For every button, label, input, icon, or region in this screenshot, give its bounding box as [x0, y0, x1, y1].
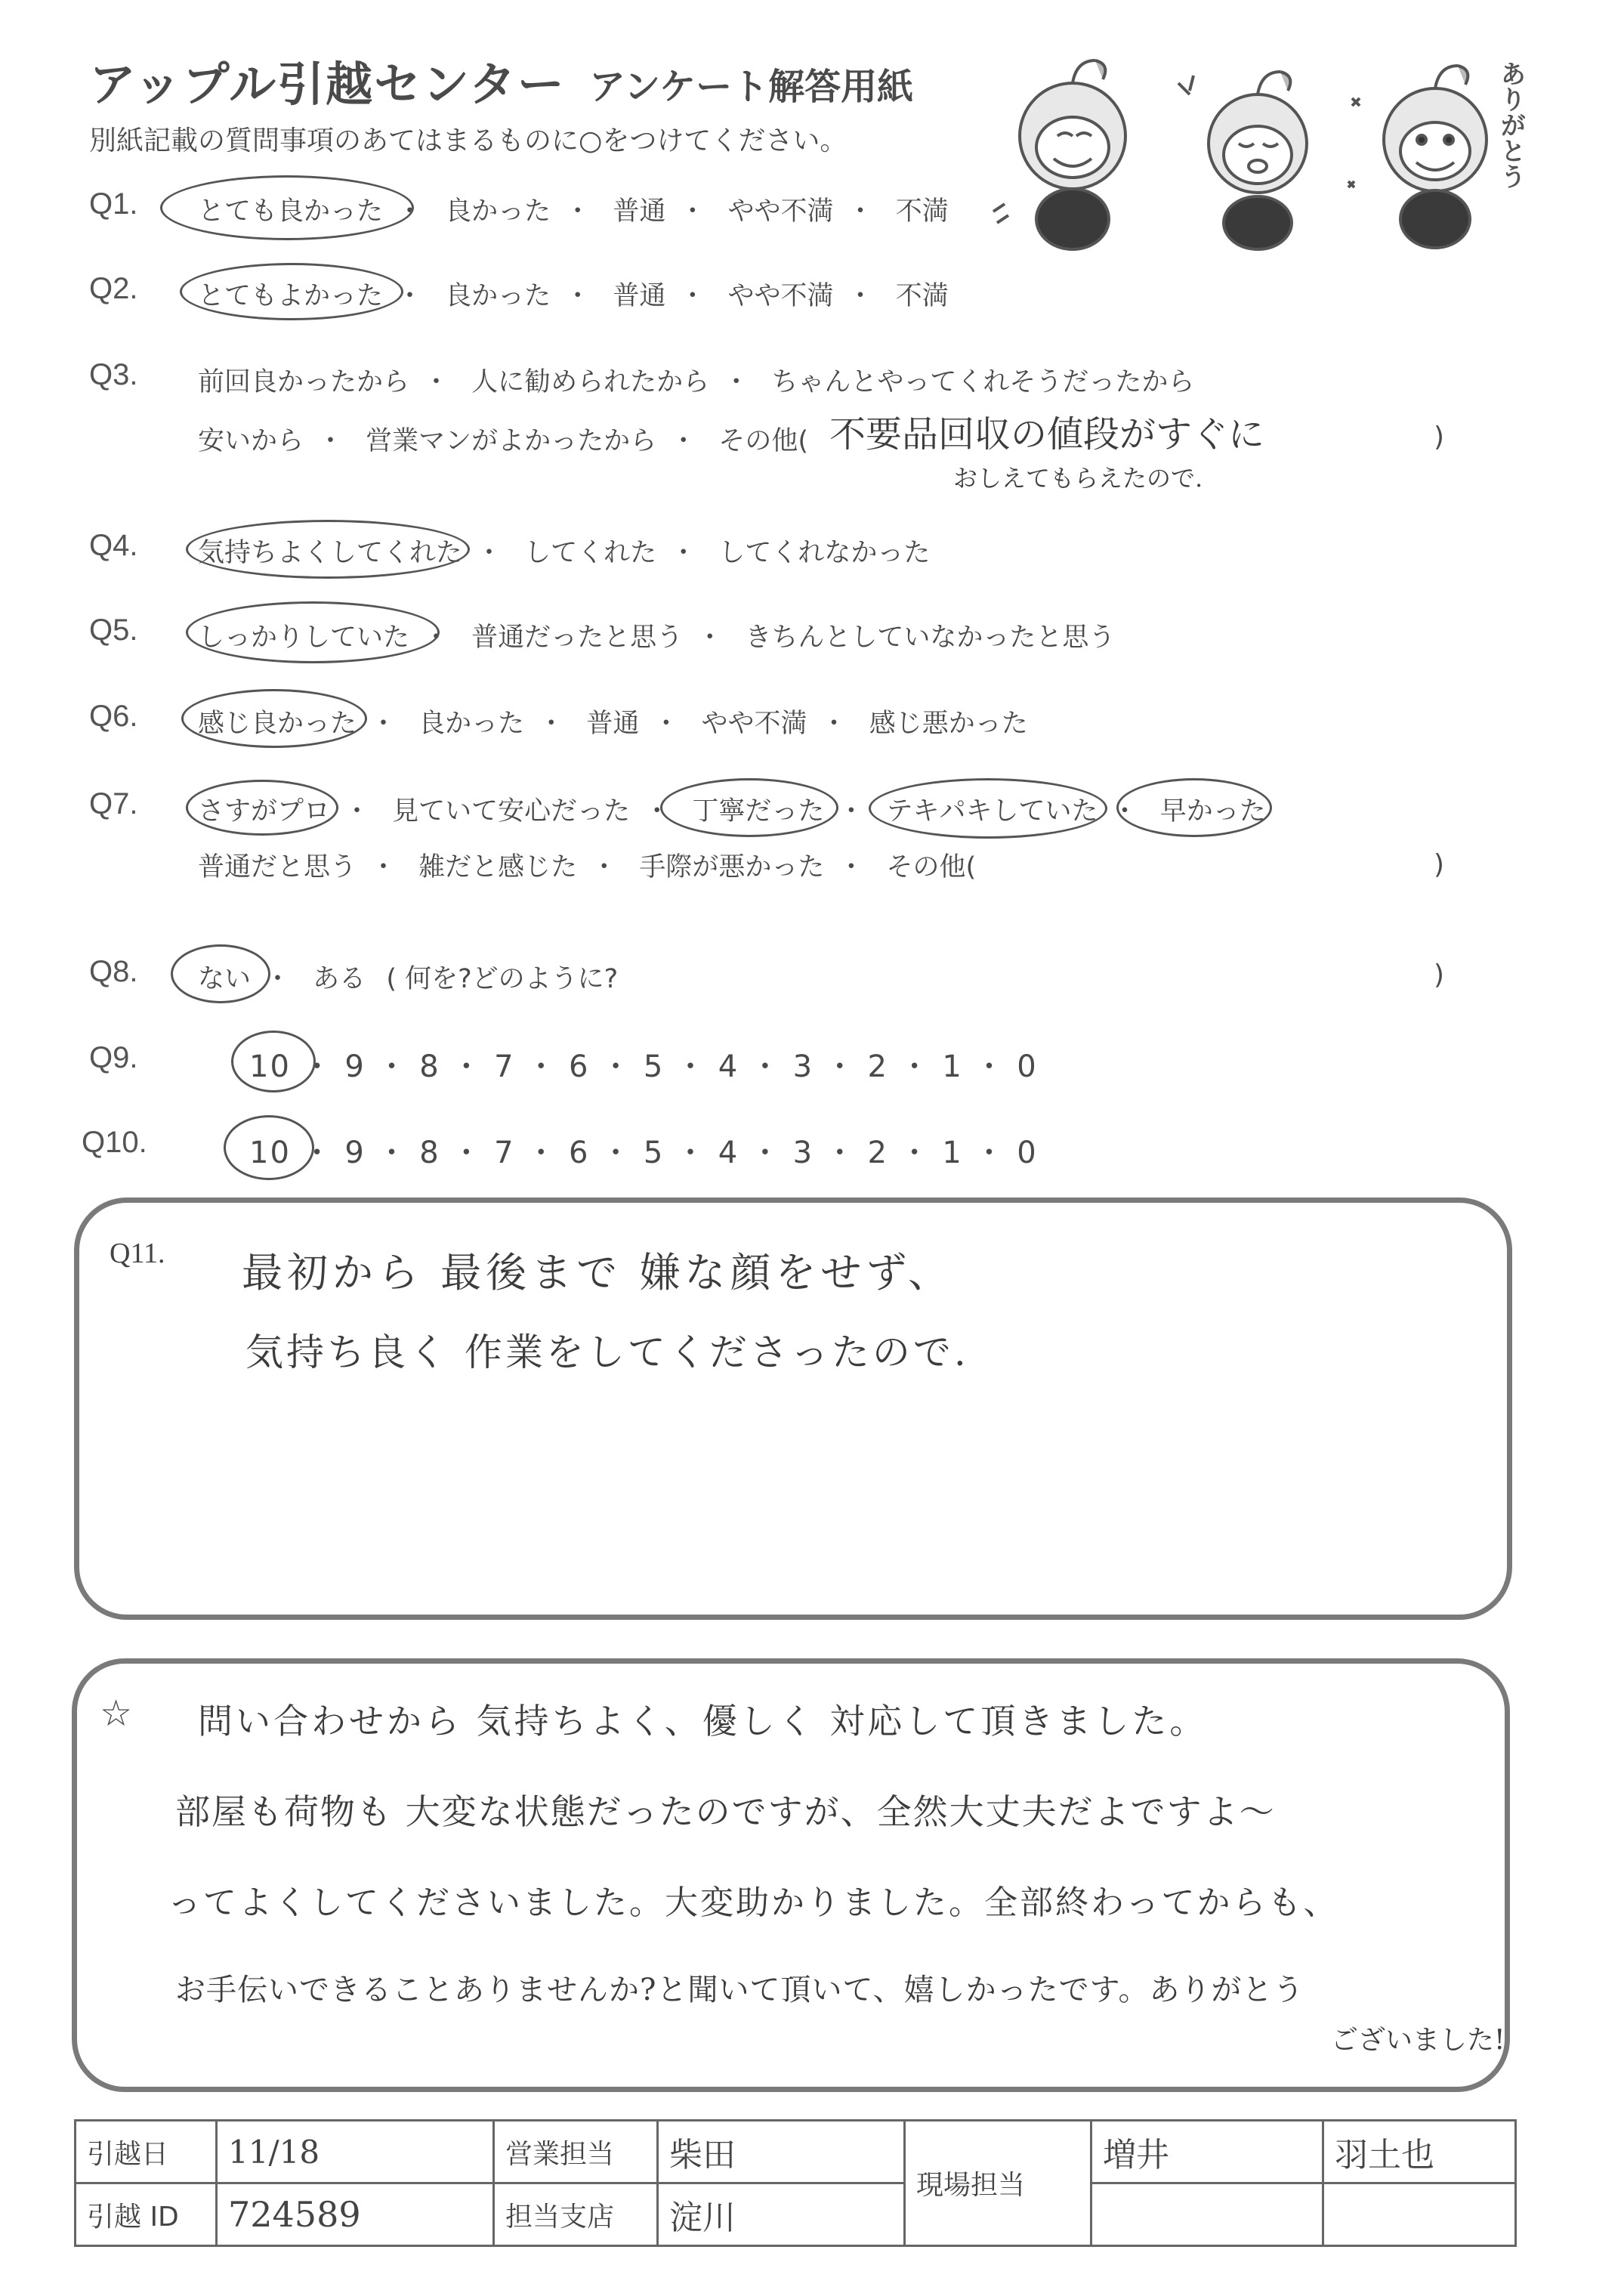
q3-close-paren: ) [1434, 422, 1445, 453]
q5-label: Q5. [89, 613, 138, 647]
q5-options: しっかりしていた ・ 普通だったと思う ・ きちんとしていなかったと思う [198, 623, 1116, 653]
q3-option-other[interactable]: その他( [718, 426, 808, 456]
mascot-thanks-text: ありがとう [1496, 60, 1526, 189]
mascot-illustration [990, 53, 1533, 257]
q7-option[interactable]: 普通だと思う [198, 852, 357, 882]
company-title: アップル引越センター [89, 57, 566, 112]
q7-option[interactable]: 早かった [1159, 796, 1266, 827]
q8-option-yes[interactable]: ある [313, 964, 366, 994]
q4-option[interactable]: してくれた [524, 538, 657, 568]
q2-option[interactable]: 不満 [895, 281, 949, 311]
q7-answer-circle [869, 778, 1107, 839]
footer-table [74, 2119, 1517, 2247]
q2-option[interactable]: 良かった [445, 281, 551, 311]
q2-option[interactable]: 普通 [613, 281, 666, 311]
q10-label: Q10. [82, 1126, 147, 1159]
q10-answer-circle [224, 1115, 314, 1180]
q6-answer-circle [181, 689, 367, 748]
q11-label: Q11. [110, 1238, 165, 1269]
site-value-2: 羽土也 [1323, 2121, 1516, 2183]
move-date-value: 11/18 [217, 2121, 494, 2183]
q10-scale [249, 1129, 1038, 1172]
q4-option[interactable]: 気持ちよくしてくれた [198, 538, 463, 568]
q3-other-handwriting-2: おしえてもらえたので. [953, 464, 1203, 493]
q1-option[interactable]: やや不満 [727, 196, 834, 227]
q7-options-line2: 普通だと思う ・ 雑だと感じた ・ 手際が悪かった ・ その他( [198, 852, 977, 882]
q9-selected-value[interactable]: 10 [249, 1049, 291, 1084]
q3-option[interactable]: ちゃんとやってくれそうだったから [771, 367, 1195, 397]
q9-scale [249, 1043, 1038, 1086]
sales-label: 営業担当 [494, 2121, 658, 2183]
q6-option[interactable]: 感じ良かった [198, 709, 357, 739]
q7-close-paren: ) [1434, 849, 1445, 880]
q1-option[interactable]: 普通 [613, 196, 666, 227]
q3-option[interactable]: 前回良かったから [198, 367, 410, 397]
q1-option[interactable]: 不満 [895, 196, 949, 227]
q5-answer-circle [186, 601, 440, 663]
q8-close-paren: ) [1434, 960, 1445, 990]
instruction-text: 別紙記載の質問事項のあてはまるものに○をつけてください。 [89, 125, 848, 156]
q2-label: Q2. [89, 272, 138, 305]
q2-option[interactable]: とてもよかった [198, 281, 384, 311]
q5-option[interactable]: きちんとしていなかったと思う [745, 623, 1116, 653]
q6-label: Q6. [89, 700, 138, 733]
move-id-value: 724589 [217, 2183, 494, 2246]
q7-answer-circle [186, 780, 338, 836]
comment-line5: ございました! [1331, 2025, 1505, 2056]
q7-option-other[interactable]: その他( [886, 852, 977, 882]
branch-value: 淀川 [658, 2183, 905, 2246]
q1-options: とても良かった ・ 良かった ・ 普通 ・ やや不満 ・ 不満 [198, 196, 949, 227]
site-value-1: 増井 [1091, 2121, 1323, 2183]
q7-options-line1: さすがプロ ・ 見ていて安心だった ・ 丁寧だった ・ テキパキしていた ・ 早かった [198, 796, 1266, 827]
q6-option[interactable]: やや不満 [701, 709, 807, 739]
q3-option[interactable]: 人に勧められたから [471, 367, 710, 397]
site-label: 現場担当 [905, 2121, 1091, 2246]
q9-other-values[interactable]: ・ 9 ・ 8 ・ 7 ・ 6 ・ 5 ・ 4 ・ 3 ・ 2 ・ 1 ・ 0 [301, 1049, 1038, 1084]
q2-options: とてもよかった ・ 良かった ・ 普通 ・ やや不満 ・ 不満 [198, 281, 949, 311]
q7-option[interactable]: さすがプロ [198, 796, 331, 827]
q5-option[interactable]: 普通だったと思う [471, 623, 684, 653]
q8-label: Q8. [89, 955, 138, 988]
q3-options-line1: 前回良かったから ・ 人に勧められたから ・ ちゃんとやってくれそうだったから [198, 367, 1195, 397]
q6-options: 感じ良かった ・ 良かった ・ 普通 ・ やや不満 ・ 感じ悪かった [198, 709, 1028, 739]
q3-option[interactable]: 安いから [198, 426, 304, 456]
comment-line3: ってよくしてくださいました。大変助かりました。全部終わってからも、 [168, 1884, 1339, 1922]
q7-answer-circle [1116, 778, 1272, 837]
q7-label: Q7. [89, 787, 138, 820]
q11-answer-line1: 最初から 最後まで 嫌な顔をせず、 [242, 1249, 954, 1296]
q8-options: ない ・ ある ( 何を?どのように? [198, 964, 619, 994]
q1-label: Q1. [89, 187, 138, 221]
q3-label: Q3. [89, 358, 138, 391]
site-empty-cell-1 [1091, 2183, 1323, 2246]
q6-option[interactable]: 良かった [418, 709, 525, 739]
q7-option[interactable]: テキパキしていた [886, 796, 1098, 827]
q7-answer-circle [660, 778, 838, 837]
q4-answer-circle [186, 520, 470, 579]
form-title: アンケート解答用紙 [589, 66, 914, 108]
move-date-label: 引越日 [76, 2121, 217, 2183]
comment-box [72, 1658, 1510, 2092]
q8-paren-text: ( 何を?どのように? [386, 964, 619, 994]
q3-option[interactable]: 営業マンがよかったから [366, 426, 657, 456]
q7-option[interactable]: 手際が悪かった [639, 852, 825, 882]
comment-line1: 問い合わせから 気持ちよく、優しく 対応して頂きました。 [198, 1701, 1208, 1741]
comment-line4: お手伝いできることありませんか?と聞いて頂いて、嬉しかったです。ありがとう [175, 1973, 1304, 2007]
q7-option[interactable]: 雑だと感じた [418, 852, 578, 882]
q3-options-line2: 安いから ・ 営業マンがよかったから ・ その他( [198, 426, 808, 456]
q8-option-none[interactable]: ない [198, 964, 252, 994]
q10-selected-value[interactable]: 10 [249, 1136, 291, 1170]
q7-option[interactable]: 見ていて安心だった [392, 796, 631, 827]
q9-label: Q9. [89, 1041, 138, 1074]
q6-option[interactable]: 普通 [586, 709, 640, 739]
q1-option[interactable]: とても良かった [198, 196, 384, 227]
q9-answer-circle [231, 1031, 316, 1092]
move-id-label: 引越 ID [76, 2183, 217, 2246]
q3-other-handwriting-1: 不要品回収の値段がすぐに [829, 413, 1265, 456]
q4-option[interactable]: してくれなかった [718, 538, 931, 568]
sales-value: 柴田 [658, 2121, 905, 2183]
monkey-mascots-icon [990, 53, 1533, 257]
comment-line2: 部屋も荷物も 大変な状態だったのですが、全然大丈夫だよですよ〜 [175, 1791, 1276, 1832]
star-icon: ☆ [100, 1692, 133, 1735]
q6-option[interactable]: 感じ悪かった [869, 709, 1028, 739]
q4-options: 気持ちよくしてくれた ・ してくれた ・ してくれなかった [198, 538, 931, 568]
q10-other-values[interactable]: ・ 9 ・ 8 ・ 7 ・ 6 ・ 5 ・ 4 ・ 3 ・ 2 ・ 1 ・ 0 [301, 1136, 1038, 1170]
branch-label: 担当支店 [494, 2183, 658, 2246]
q2-option[interactable]: やや不満 [727, 281, 834, 311]
q4-label: Q4. [89, 529, 138, 562]
q8-answer-circle [171, 944, 270, 1003]
q2-answer-circle [180, 263, 403, 320]
q11-answer-line2: 気持ち良く 作業をしてくださったので. [245, 1330, 969, 1374]
q1-answer-circle [160, 175, 414, 240]
site-empty-cell-2 [1323, 2183, 1516, 2246]
q11-box [74, 1197, 1512, 1620]
q5-option[interactable]: しっかりしていた [198, 623, 410, 653]
q1-option[interactable]: 良かった [445, 196, 551, 227]
q7-option[interactable]: 丁寧だった [692, 796, 825, 827]
